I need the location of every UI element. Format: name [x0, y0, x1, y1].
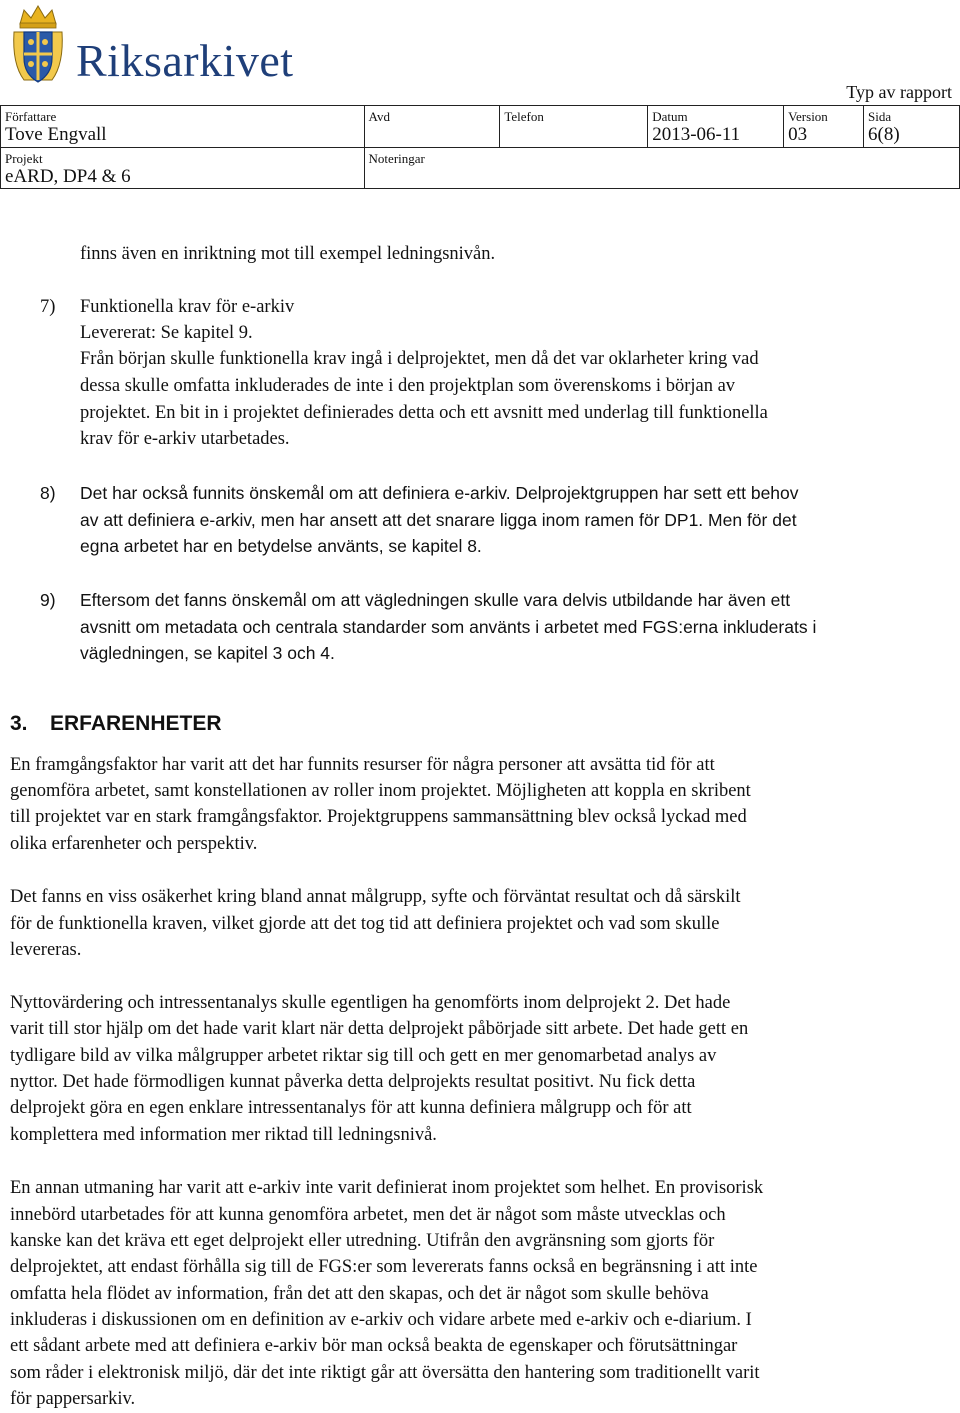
para4-line: delprojektet, att endast förhålla sig till de FGS:er som levererats fanns också en begränsning i att inte	[10, 1257, 758, 1277]
author-cell	[1, 106, 365, 148]
coat-of-arms-icon	[10, 4, 66, 88]
para3-line: varit till stor hjälp om det hade varit klart när detta delprojekt påbörjade sitt arbete. Det hade gett en	[10, 1019, 749, 1039]
para3-line: komplettera med information mer riktad till ledningsnivå.	[10, 1125, 437, 1145]
intro-line: finns även en inriktning mot till exempel ledningsnivån.	[80, 244, 496, 264]
author-value: Tove Engvall	[5, 124, 107, 145]
page-value: 6(8)	[868, 124, 900, 145]
para1-line: till projektet var en stark framgångsfaktor. Projektgruppens sammansättning blev också lyckad med	[10, 807, 747, 827]
item7-number: 7)	[40, 297, 56, 317]
notes-cell	[364, 148, 959, 189]
item8-line: av att definiera e-arkiv, men har ansett att det snarare ligga inom ramen för DP1. Men för det	[80, 510, 797, 530]
item7-line: Levererat: Se kapitel 9.	[80, 323, 253, 343]
item9-line: Eftersom det fanns önskemål om att vägledningen skulle vara delvis utbildande har även ett	[80, 590, 791, 610]
phone-cell	[500, 106, 648, 148]
page-cell	[864, 106, 960, 148]
dept-label: Avd	[368, 109, 390, 124]
item9-number: 9)	[40, 590, 56, 610]
para2-line: Det fanns en viss osäkerhet kring bland annat målgrupp, syfte och förväntat resultat och då särskilt	[10, 887, 741, 907]
para4-line: ett sådant arbete med att definiera e-arkiv bör man också beakta de egenskaper och förutsättningar	[10, 1336, 738, 1356]
para1-line: En framgångsfaktor har varit att det har funnits resurser för några personer att avsätta tid för att	[10, 755, 715, 775]
item7-line: dessa skulle omfatta inkluderades de inte i den projektplan som överenskoms i början av	[80, 376, 736, 396]
section-heading	[10, 712, 222, 736]
item7-line: projektet. En bit in i projektet definierades detta och ett avsnitt med underlag till funktionella	[80, 403, 768, 423]
para4-line: innebörd utarbetades för att kunna genomföra arbetet, men det är något som måste utvecklas och	[10, 1205, 726, 1225]
notes-label: Noteringar	[368, 151, 425, 166]
para3-line: nyttor. Det hade förmodligen kunnat påverka detta delprojekts resultat positivt. Nu fick detta	[10, 1072, 696, 1092]
para2-line: för de funktionella kraven, vilket gjorde att det tog tid att definiera projektet och vad som skulle	[10, 914, 720, 934]
date-value: 2013-06-11	[652, 124, 741, 145]
document-header-table	[0, 105, 960, 189]
version-cell	[784, 106, 864, 148]
para4-line: kanske kan det kräva ett eget delprojekt eller utredning. Utifrån den avgränsning som gjorts för	[10, 1231, 715, 1251]
para1-line: genomföra arbetet, samt konstellationen av roller inom projektet. Möjligheten att koppla en skribent	[10, 781, 751, 801]
item7-title: Funktionella krav för e-arkiv	[80, 297, 295, 317]
para3-line: Nyttovärdering och intressentanalys skulle egentligen ha genomförts inom delprojekt 2. Det hade	[10, 993, 731, 1013]
date-cell	[648, 106, 784, 148]
item8-number: 8)	[40, 483, 56, 503]
project-cell	[1, 148, 365, 189]
para4-line: inkluderas i diskussionen om en definition av e-arkiv och vidare arbete med e-arkiv och e-diarium. I	[10, 1310, 752, 1330]
item9-line: avsnitt om metadata och centrala standarder som använts i arbetet med FGS:erna inkluderats i	[80, 617, 817, 637]
item7-line: Från början skulle funktionella krav ingå i delprojektet, men då det var oklarheter kring vad	[80, 349, 759, 369]
para4-line: omfatta hela flödet av information, från det att den skapas, och det är något som skulle behöva	[10, 1284, 709, 1304]
report-type-label: Typ av rapport	[846, 82, 952, 102]
riksarkivet-logo	[10, 4, 300, 90]
para3-line: tydligare bild av vilka målgrupper arbetet riktar sig till och gett en mer genomarbetad analys av	[10, 1046, 717, 1066]
version-value: 03	[788, 124, 808, 145]
project-label: Projekt	[5, 151, 43, 166]
section-title: ERFARENHETER	[50, 712, 222, 735]
item8-line: Det har också funnits önskemål om att definiera e-arkiv. Delprojektgruppen har sett ett behov	[80, 483, 799, 503]
para2-line: levereras.	[10, 940, 82, 960]
para4-line: för pappersarkiv.	[10, 1389, 136, 1409]
version-label: Version	[788, 109, 828, 124]
dept-cell	[364, 106, 500, 148]
para1-line: olika erfarenheter och perspektiv.	[10, 834, 258, 854]
para4-line: En annan utmaning har varit att e-arkiv inte varit definierat inom projektet som helhet. En provisorisk	[10, 1178, 764, 1198]
logo-wordmark: Riksarkivet	[76, 35, 294, 86]
author-label: Författare	[5, 109, 57, 124]
phone-label: Telefon	[504, 109, 544, 124]
item8-line: egna arbetet har en betydelse använts, se kapitel 8.	[80, 536, 482, 556]
project-value: eARD, DP4 & 6	[5, 166, 131, 187]
para3-line: delprojekt göra en egen enklare intressentanalys för att kunna definiera målgrupp och för att	[10, 1098, 692, 1118]
item9-line: vägledningen, se kapitel 3 och 4.	[80, 643, 335, 663]
page-label: Sida	[868, 109, 892, 124]
item7-line: krav för e-arkiv utarbetades.	[80, 429, 290, 449]
para4-line: som råder i elektronisk miljö, där det inte riktigt går att översätta den hantering som traditionellt varit	[10, 1363, 760, 1383]
section-number: 3.	[10, 712, 28, 735]
date-label: Datum	[652, 109, 688, 124]
